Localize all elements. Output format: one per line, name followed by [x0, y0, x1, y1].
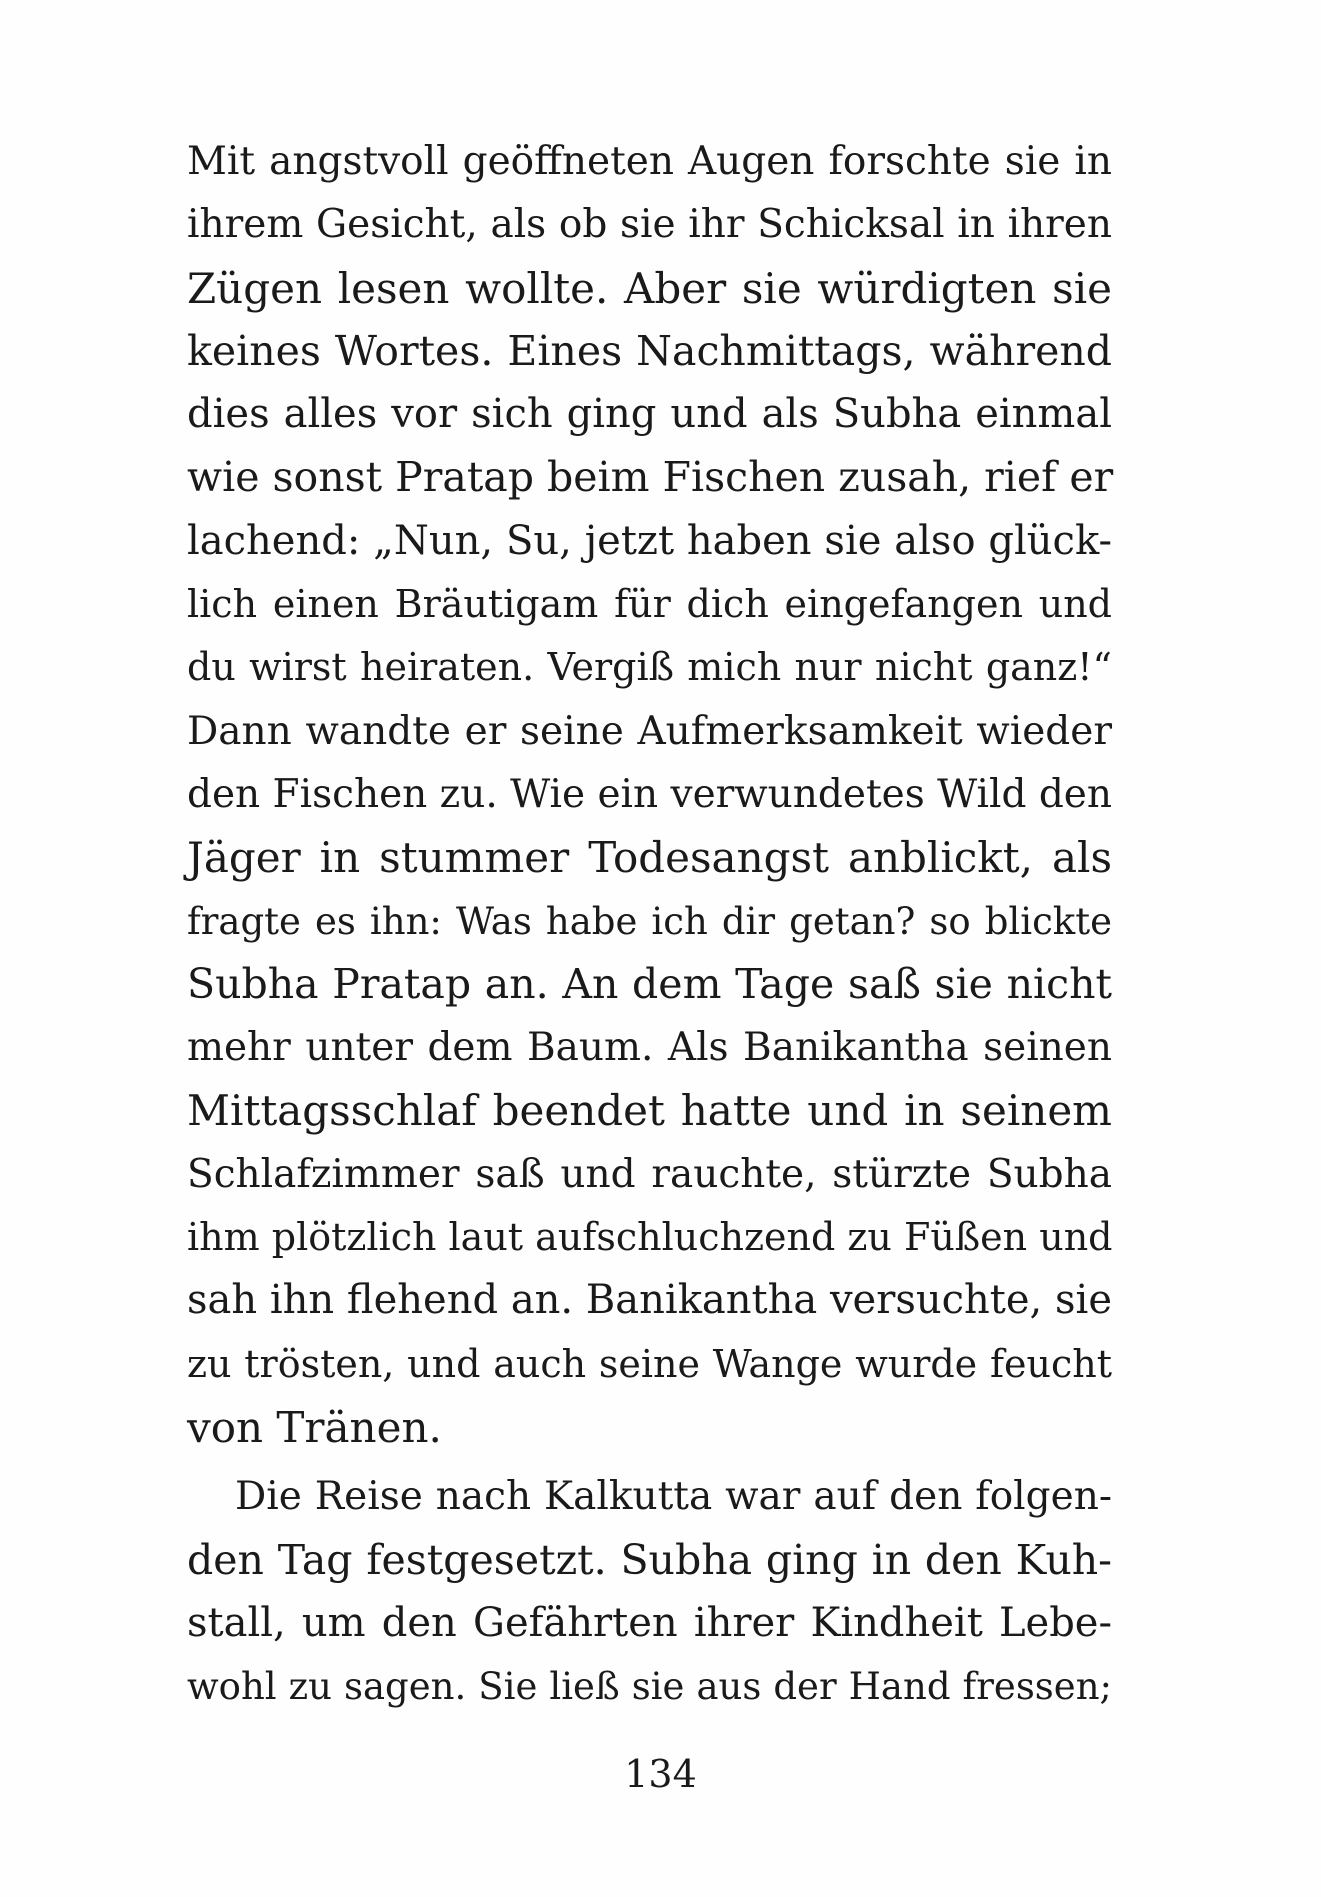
text-line: von Tränen. [187, 1402, 442, 1452]
text-line: Mittagsschlaf beendet hatte und in seinem [187, 1086, 1112, 1136]
page-number: 134 [624, 1752, 697, 1796]
text-line: zu trösten, und auch seine Wange wurde feucht [187, 1341, 1112, 1386]
text-line: Schlafzimmer saß und rauchte, stürzte Subha [187, 1151, 1112, 1197]
text-line: Zügen lesen wollte. Aber sie würdigten sie [187, 263, 1112, 313]
paragraph [187, 130, 1112, 1459]
text-line: Subha Pratap an. An dem Tage saß sie nicht [187, 959, 1112, 1008]
text-line: lich einen Bräutigam für dich eingefangen und [187, 582, 1112, 627]
text-line: den Fischen zu. Wie ein verwundetes Wild den [187, 771, 1112, 817]
text-line: Jäger in stummer Todesangst anblickt, als [187, 833, 1112, 883]
text-line: wohl zu sagen. Sie ließ sie aus der Hand fressen; [187, 1665, 1112, 1709]
text-line: wie sonst Pratap beim Fischen zusah, rief er [187, 453, 1114, 502]
text-line: du wirst heiraten. Vergiß mich nur nicht ganz!“ [187, 645, 1112, 690]
text-line: fragte es ihn: Was habe ich dir getan? so blickte [187, 899, 1112, 943]
text-line: sah ihn flehend an. Banikantha versuchte, sie [187, 1277, 1112, 1324]
text-line: mehr unter dem Baum. Als Banikantha seinen [187, 1025, 1112, 1071]
paragraph [187, 1465, 1112, 1718]
text-line: dies alles vor sich ging und als Subha einmal [187, 391, 1112, 438]
text-line: ihm plötzlich laut aufschluchzend zu Füßen und [187, 1215, 1113, 1260]
text-line: keines Wortes. Eines Nachmittags, während [187, 326, 1112, 375]
text-line: lachend: „Nun, Su, jetzt haben sie also glück- [187, 517, 1112, 564]
text-line: Dann wandte er seine Aufmerksamkeit wieder [187, 708, 1112, 754]
text-line: Mit angstvoll geöffneten Augen forschte sie in [187, 139, 1112, 184]
text-line: Die Reise nach Kalkutta war auf den folgen- [235, 1474, 1112, 1520]
body-text [187, 130, 1112, 1718]
text-line: stall, um den Gefährten ihrer Kindheit Lebe- [187, 1599, 1112, 1646]
text-line: ihrem Gesicht, als ob sie ihr Schicksal in ihren [187, 202, 1112, 248]
text-line: den Tag festgesetzt. Subha ging in den Kuh- [187, 1535, 1112, 1584]
